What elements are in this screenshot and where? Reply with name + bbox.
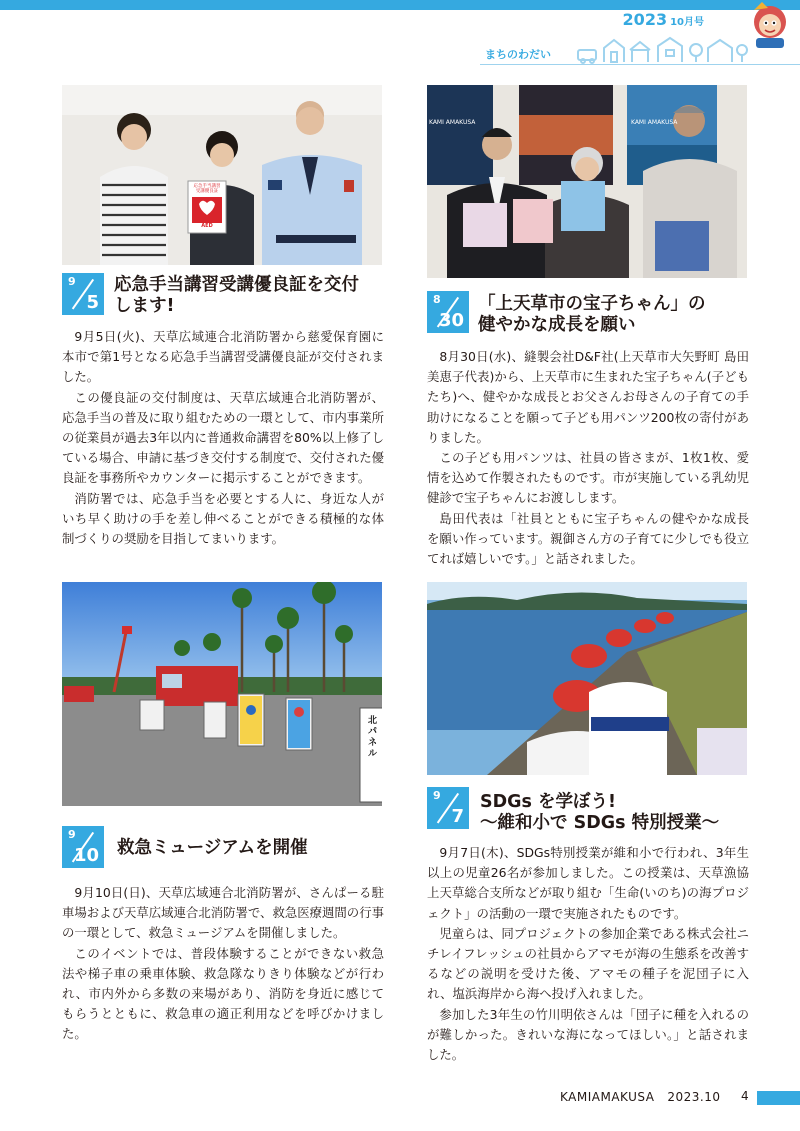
article1-body: [62, 327, 384, 549]
issue-month: 10月号: [670, 17, 704, 28]
article1-photo: [62, 85, 382, 265]
footer-issue: 2023.10: [667, 1090, 721, 1104]
poster-text-right: KAMI AMAKUSA: [631, 119, 678, 126]
paragraph: 8月30日(水)、縫製会社D&F社(上天草市大矢野町 島田美恵子代表)から、上天草市に生まれた宝子ちゃん(子どもたち)へ、健やかな成長とお父さんお母さんの子育ての手助けになることを願って子ども用パンツ200枚の寄付がありました。: [427, 349, 749, 445]
page-number: 4: [741, 1089, 749, 1103]
paragraph: このイベントでは、普段体験することができない救急法や梯子車の乗車体験、救急隊なりきり体験などが行われ、市内外から多数の来場があり、消防を身近に感じてもらうとともに、救急車の適正利用などを呼びかけました。: [62, 945, 384, 1042]
article2-body: [427, 347, 749, 569]
mascot-icon: [746, 0, 794, 50]
date-day: 7: [451, 806, 464, 827]
photo-sign-text: [188, 184, 226, 194]
article3-date-badge: [62, 826, 104, 868]
article3-photo: [62, 582, 382, 806]
article3-title: [117, 838, 387, 859]
photo-aed-text: AED: [201, 223, 213, 229]
photo-sign-line1: 応急手当講習: [193, 184, 221, 189]
date-month: 9: [433, 789, 441, 802]
date-month: 8: [433, 293, 441, 306]
title-line: SDGs を学ぼう!: [480, 792, 616, 812]
article2-date-badge: [427, 291, 469, 333]
article4-title: [480, 792, 752, 834]
paragraph: 消防署では、応急手当を必要とする人に、身近な人がいち早く助けの手を差し伸べることができる積極的な体制づくりの奨励を目指してまいります。: [62, 490, 384, 547]
footer-accent-bar: [757, 1091, 800, 1105]
issue-year: 2023: [622, 10, 668, 29]
title-line: します!: [114, 296, 175, 316]
date-day: 30: [438, 310, 464, 331]
date-day: 10: [73, 845, 99, 866]
article1-date-badge: [62, 273, 104, 315]
paragraph: 参加した3年生の竹川明依さんは「団子に種を入れるのが難しかった。きれいな海になってほしい。」と話されました。: [427, 1006, 749, 1063]
title-line: 「上天草市の宝子ちゃん」の: [478, 294, 706, 314]
date-day: 5: [86, 292, 99, 313]
section-label: まちのわだい: [485, 48, 551, 61]
paragraph: 9月10日(日)、天草広域連合北消防署が、さんぱーる駐車場および天草広域連合北消防署で、救急医療週間の行事の一環として、救急ミュージアムを開催しました。: [62, 885, 384, 941]
town-skyline-icon: [574, 36, 750, 64]
header-divider: [480, 64, 800, 65]
article3-body: [62, 883, 384, 1045]
article4-body: [427, 843, 749, 1065]
article4-photo: [427, 582, 747, 775]
footer-masthead: [560, 1090, 721, 1104]
paragraph: 島田代表は「社員とともに宝子ちゃんの健やかな成長を願い作っています。親御さん方の子育てに少しでも役立てれば嬉しいです。」と話されました。: [427, 510, 749, 567]
top-accent-bar: [0, 0, 800, 10]
date-month: 9: [68, 275, 76, 288]
footer-magazine: KAMIAMAKUSA: [560, 1090, 655, 1104]
paragraph: この子ども用パンツは、社員の皆さまが、1枚1枚、愛情を込めて作製されたものです。市が実施している乳幼児健診で宝子ちゃんにお渡しします。: [427, 450, 749, 506]
article2-photo: [427, 85, 747, 278]
paragraph: 9月5日(火)、天草広域連合北消防署から慈愛保育園に本市で第1号となる応急手当講習受講優良証が交付されました。: [62, 329, 384, 385]
article2-title: [478, 294, 750, 336]
date-month: 9: [68, 828, 76, 841]
poster-text-left: KAMI AMAKUSA: [429, 119, 476, 126]
article1-title: [114, 275, 386, 317]
photo-board-text: 北パネル: [368, 716, 378, 759]
title-line: 健やかな成長を願い: [478, 315, 636, 335]
paragraph: この優良証の交付制度は、天草広域連合北消防署が、応急手当の普及に取り組むための一環として、市内事業所の従業員が過去3年以内に普通救命講習を80%以上修了している場合、申請に基づき交付する制度で、交付された優良証を事務所やカウンターに掲示することができます。: [62, 389, 384, 486]
title-line: ～維和小で SDGs 特別授業～: [480, 813, 720, 833]
article4-date-badge: [427, 787, 469, 829]
paragraph: 9月7日(木)、SDGs特別授業が維和小で行われ、3年生以上の児童26名が参加しました。この授業は、天草漁協上天草総合支所などが取り組む「生命(いのち)の海プロジェクト」の活動の一環で実施されたものです。: [427, 845, 749, 921]
photo-sign-line2: 受講優良証: [195, 189, 219, 194]
title-line: 応急手当講習受講優良証を交付: [114, 275, 359, 295]
title-line: 救急ミュージアムを開催: [117, 838, 308, 858]
issue-label: [623, 10, 704, 29]
paragraph: 児童らは、同プロジェクトの参加企業である株式会社ニチレイフレッシュの社員からアマモが海の生態系を改善するなどの説明を受けた後、アマモの種子を泥団子に入れ、塩浜海岸から海へ投げ入れました。: [427, 925, 749, 1002]
